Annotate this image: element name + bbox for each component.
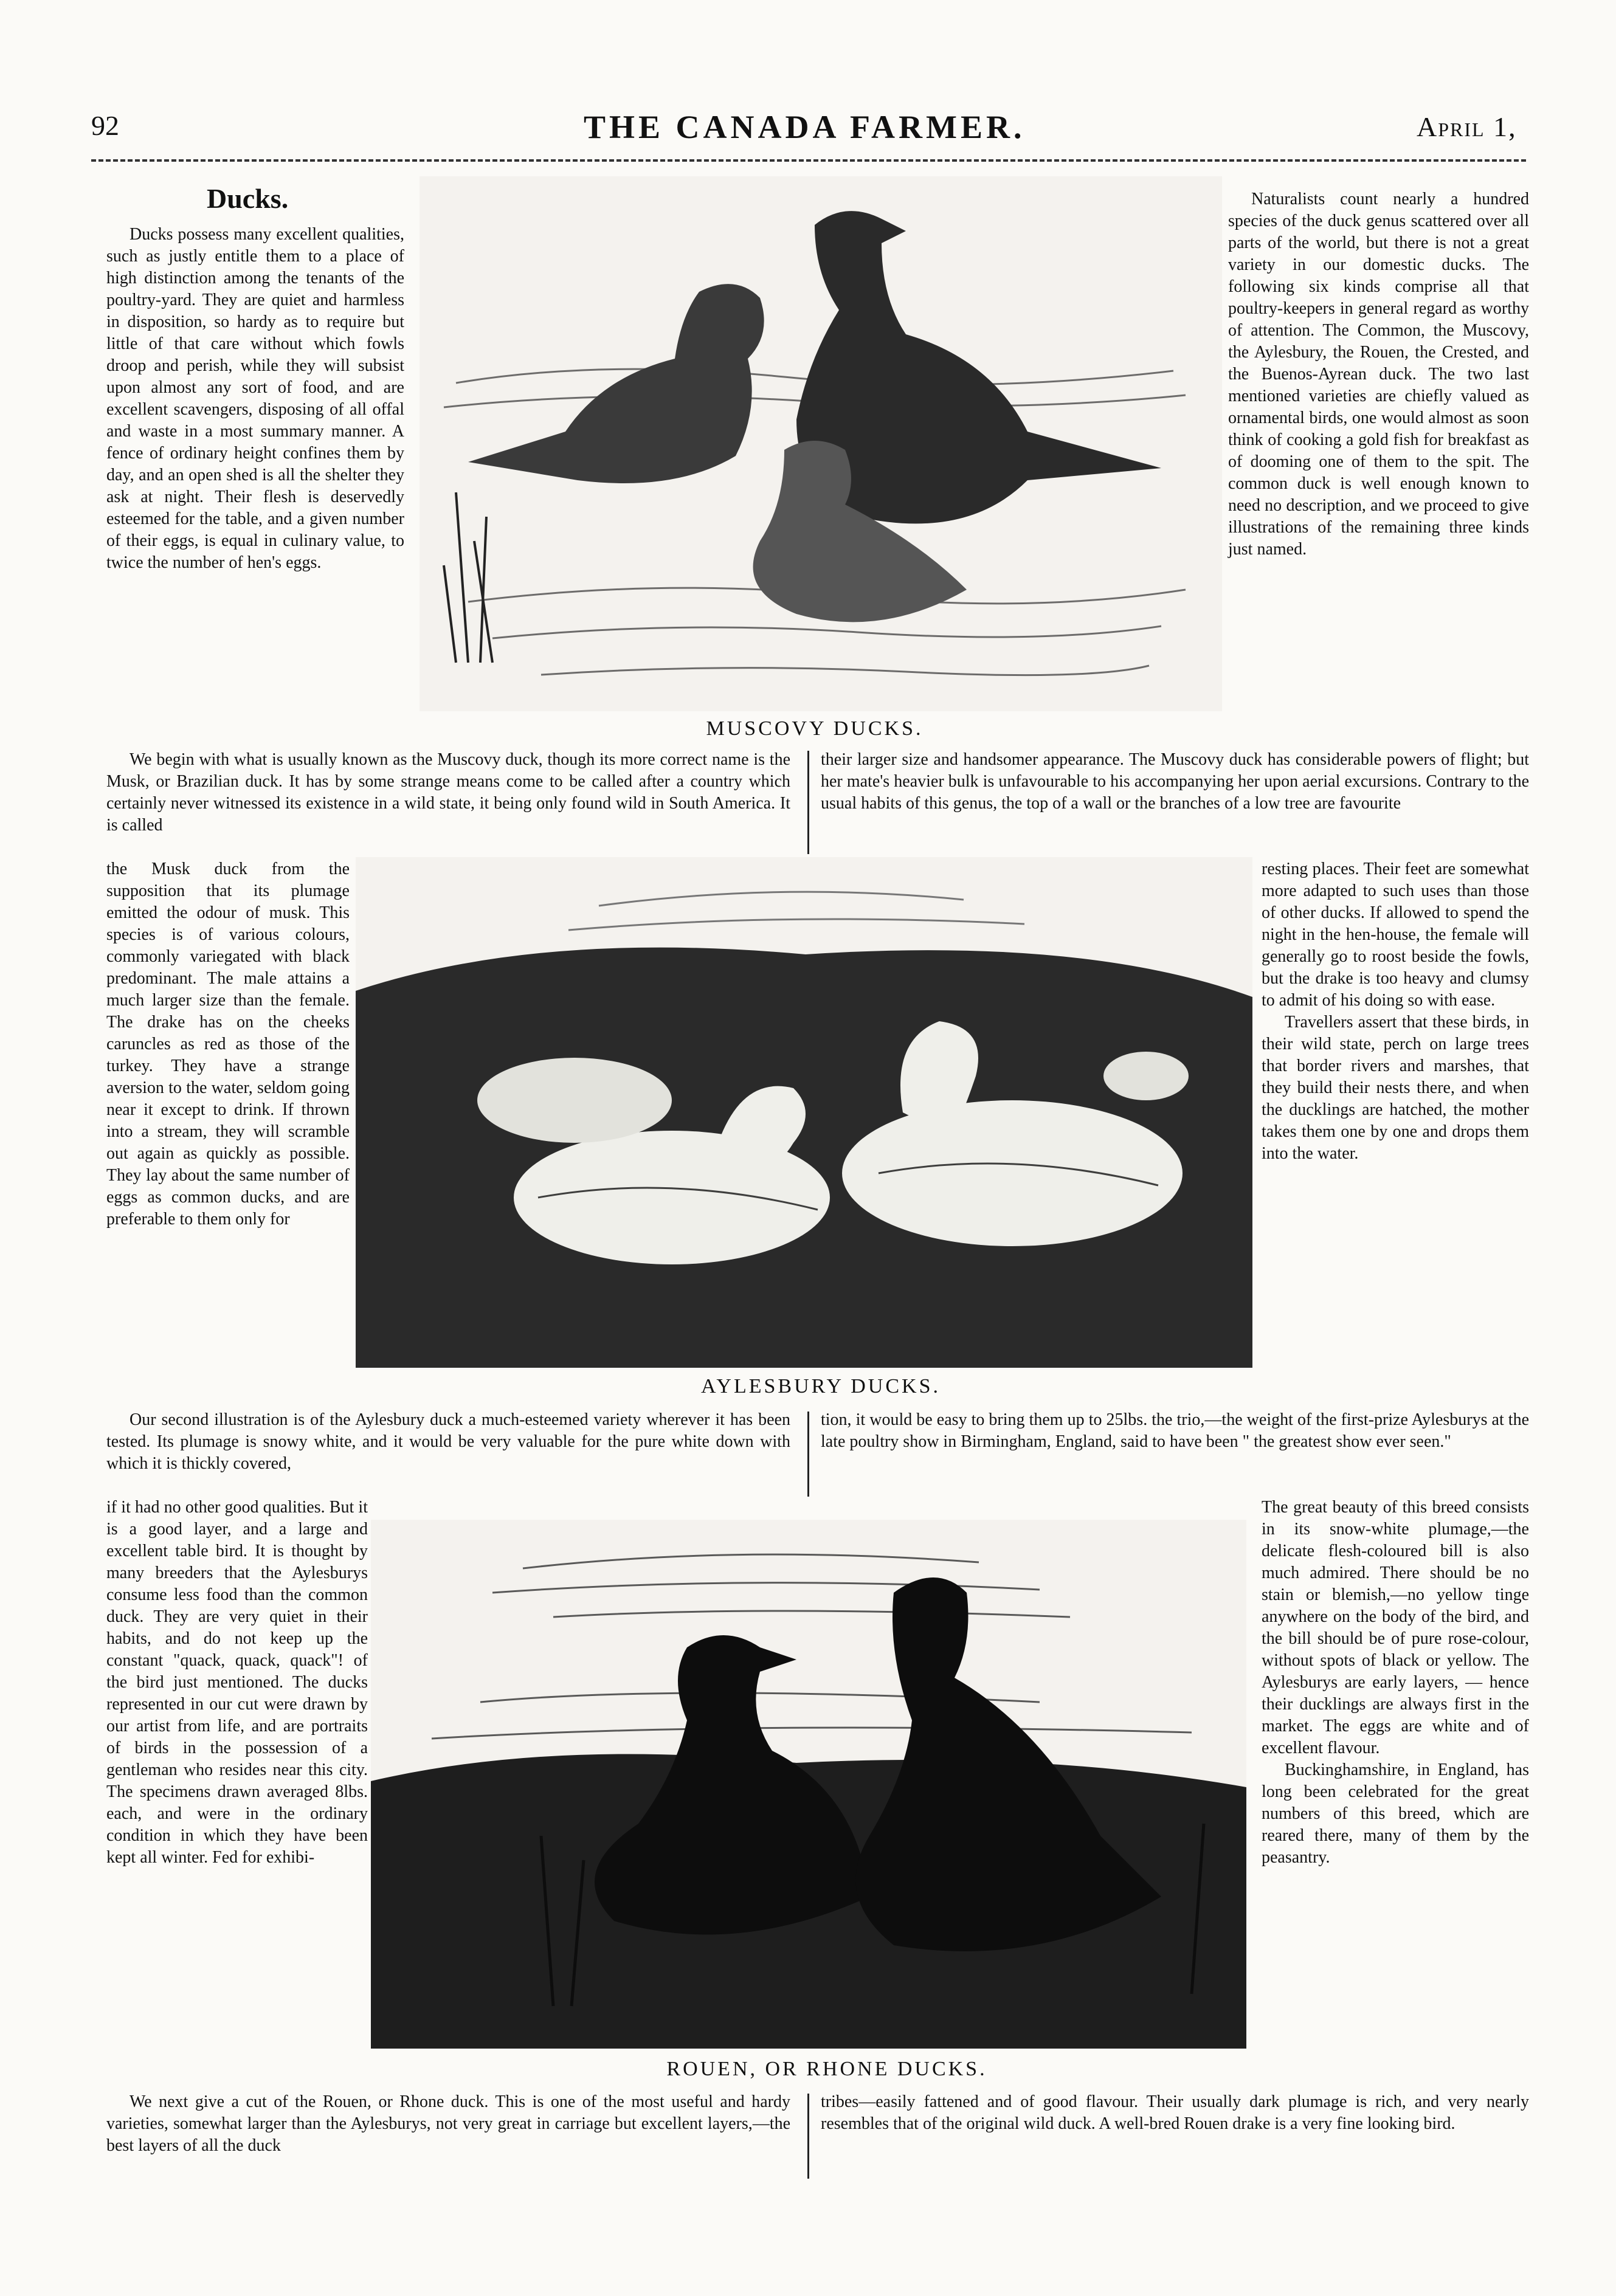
header-rule xyxy=(91,159,1526,162)
rouen-right-paragraph: tribes—easily fattened and of good flavour. Their usually dark plumage is rich, and very nearly resembles that of the original wild duck. A well-bred Rouen drake is a very fine looking bird. xyxy=(821,2092,1529,2133)
muscovy-caption: MUSCOVY DUCKS. xyxy=(706,717,924,740)
intro-right-column xyxy=(1228,188,1529,560)
muscovy-top-left-text xyxy=(106,749,790,836)
rouen-caption: ROUEN, OR RHONE DUCKS. xyxy=(666,2058,987,2080)
muscovy-right-column xyxy=(1262,858,1529,1165)
muscovy-left-column xyxy=(106,858,350,1230)
aylesbury-caption: AYLESBURY DUCKS. xyxy=(700,1375,941,1398)
muscovy-top-left-paragraph: We begin with what is usually known as the Muscovy duck, though its more correct name is the Musk, or Brazilian duck. It has by some strange means come to be called after a country which certainly never witnessed its existence in a wild state, it being only found wild in South America. It is called xyxy=(106,750,790,835)
muscovy-right-paragraph-2: Travellers assert that these birds, in their wild state, perch on large trees that border rivers and marshes, that they build their nests there, and when the ducklings are hatched, the mother takes them one by one and drops them into the water. xyxy=(1262,1013,1529,1163)
aylesbury-ducks-engraving xyxy=(356,857,1252,1368)
aylesbury-right-paragraph-2: Buckinghamshire, in England, has long been celebrated for the great numbers of this breed, which are reared there, many of them by the peasantry. xyxy=(1262,1760,1529,1867)
aylesbury-left-paragraph: if it had no other good qualities. But it is a good layer, and a large and excellent table bird. It is thought by many breeders that the Aylesburys consume less food than the common duck. They are very quiet in their habits, and do not keep up the constant "quack, quack, quack"! of the bird just mentioned. The ducks represented in our cut were drawn by our artist from life, and are portraits of birds in the possession of a gentleman who resides near this city. The specimens drawn averaged 8lbs. each, and were in the ordinary condition in which they have been kept all winter. Fed for exhibi- xyxy=(106,1498,368,1867)
page-number: 92 xyxy=(91,110,119,141)
column-divider xyxy=(807,2094,809,2179)
muscovy-top-right-text xyxy=(821,749,1529,815)
column-divider xyxy=(807,751,809,854)
issue-date: April 1, xyxy=(1417,111,1517,142)
rouen-left-text xyxy=(106,2091,790,2157)
intro-right-paragraph: Naturalists count nearly a hundred species of the duck genus scattered over all parts of the world, but there is not a great variety in our domestic ducks. The following six kinds comprise all that poultry-keepers in general regard as worthy of attention. The Common, the Muscovy, the Aylesbury, the Rouen, the Crested, and the Buenos-Ayrean duck. The two last mentioned varieties are chiefly valued as ornamental birds, one would almost as soon think of cooking a gold fish for breakfast as of dooming one of them to the spit. The common duck is well enough known to need no description, and we proceed to give illustrations of the remaining three kinds just named. xyxy=(1228,190,1529,559)
masthead-title: THE CANADA FARMER. xyxy=(584,109,1026,145)
rouen-right-text xyxy=(821,2091,1529,2135)
intro-left-paragraph: Ducks possess many excellent qualities, such as justly entitle them to a place of high distinction among the tenants of the poultry-yard. They are quiet and harmless in disposition, so hardy as to require but little of that care without which fowls droop and perish, while they will subsist upon almost any sort of food, and are excellent scavengers, disposing of all offal and waste in a most summary manner. A fence of ordinary height confines them by day, and an open shed is all the shelter they ask at night. Their flesh is deservedly esteemed for the table, and a given number of their eggs, is equal in culinary value, to twice the number of hen's eggs. xyxy=(106,225,404,572)
rouen-ducks-engraving xyxy=(371,1520,1246,2049)
muscovy-right-paragraph-1: resting places. Their feet are somewhat more adapted to such uses than those of other ducks. If allowed to spend the night in the hen-house, the female will generally go to roost beside the fowls, but the drake is too heavy and clumsy to admit of his doing so with ease. xyxy=(1262,860,1529,1010)
aylesbury-left-column xyxy=(106,1497,368,1869)
intro-left-column xyxy=(106,224,404,574)
article-title: Ducks. xyxy=(207,183,289,214)
aylesbury-right-column xyxy=(1262,1497,1529,1869)
muscovy-left-paragraph: the Musk duck from the supposition that its plumage emitted the odour of musk. This species is of various colours, commonly variegated with black predominant. The male attains a much larger size than the female. The drake has on the cheeks caruncles as red as those of the turkey. They have a strange aversion to the water, seldom going near it except to drink. If thrown into a stream, they will scramble out again as quickly as possible. They lay about the same number of eggs as common ducks, and are preferable to them only for xyxy=(106,860,350,1229)
muscovy-top-right-paragraph: their larger size and handsomer appearance. The Muscovy duck has considerable powers of flight; but her mate's heavier bulk is unfavourable to his accompanying her upon aerial excursions. Contrary to the usual habits of this genus, the top of a wall or the branches of a low tree are favourite xyxy=(821,750,1529,813)
aylesbury-top-left-text xyxy=(106,1409,790,1475)
aylesbury-top-right-paragraph: tion, it would be easy to bring them up to 25lbs. the trio,—the weight of the first-prize Aylesburys at the late poultry show in Birmingham, England, said to have been " the greatest show ever seen." xyxy=(821,1410,1529,1451)
rouen-left-paragraph: We next give a cut of the Rouen, or Rhone duck. This is one of the most useful and hardy varieties, somewhat larger than the Aylesburys, not very great in carriage but excellent layers,—the best layers of all the duck xyxy=(106,2092,790,2155)
column-divider xyxy=(807,1412,809,1497)
muscovy-ducks-engraving xyxy=(420,176,1222,711)
aylesbury-right-paragraph-1: The great beauty of this breed consists in its snow-white plumage,—the delicate flesh-coloured bill is also much admired. There should be no stain or blemish,—no yellow tinge anywhere on the body of the bird, and the bill should be of pure rose-colour, without spots of black or yellow. The Aylesburys are early layers, — hence their ducklings are always first in the market. The eggs are white and of excellent flavour. xyxy=(1262,1498,1529,1757)
aylesbury-top-right-text xyxy=(821,1409,1529,1453)
aylesbury-top-left-paragraph: Our second illustration is of the Aylesbury duck a much-esteemed variety wherever it has been tested. Its plumage is snowy white, and it would be very valuable for the pure white down with which it is thickly covered, xyxy=(106,1410,790,1473)
